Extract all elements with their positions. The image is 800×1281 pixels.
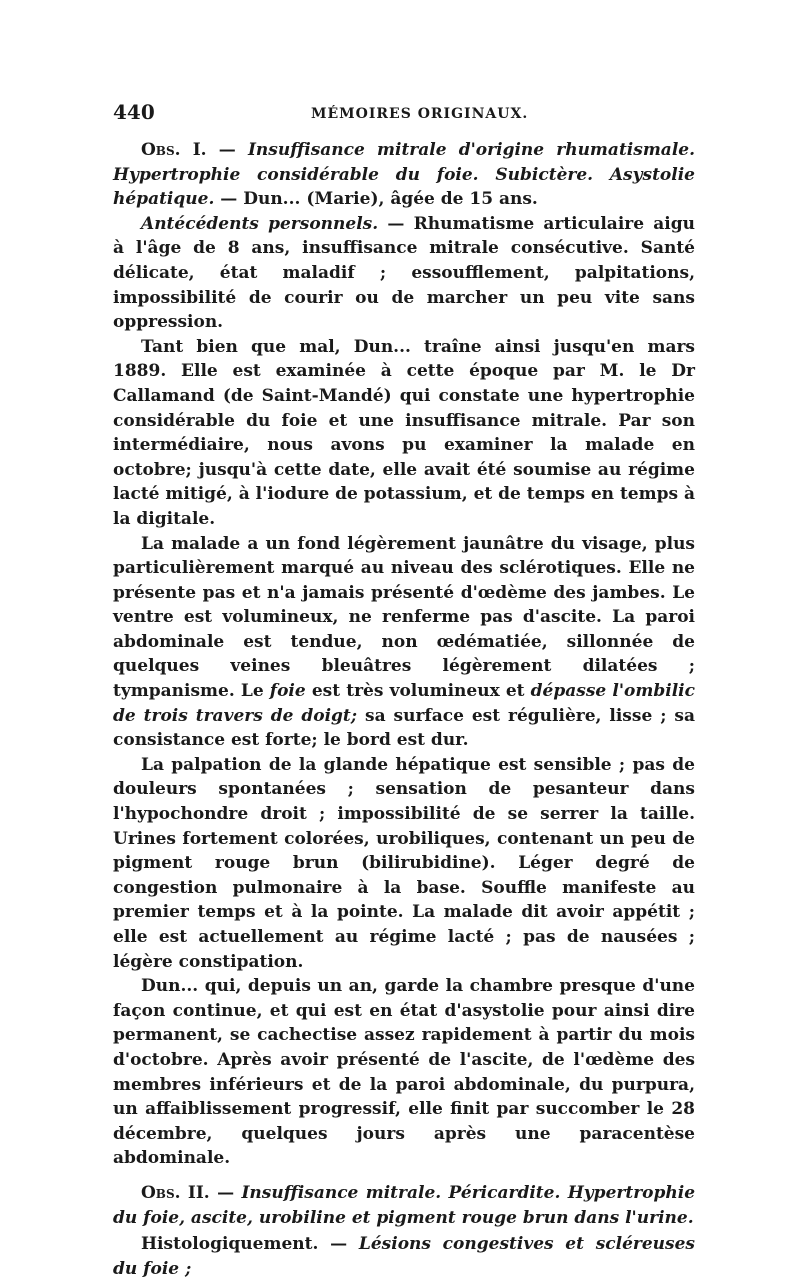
- obs1-subject: — Dun... (Marie), âgée de 15 ans.: [214, 189, 538, 210]
- para3-depasse: dépasse l'ombilic de trois travers de doigt;: [113, 681, 695, 726]
- obs1-paragraph-4: La palpation de la glande hépatique est sensible ; pas de douleurs spontanées ; sensation de pesanteur dans l'hypochondre droit ; impossibilité de se serrer la taille. Urines fortement colorées, urobiliques, contenant un peu de pigment rouge brun (bilirubidine). Léger degré de congestion pulmonaire à la base. Souffle manifeste au premier temps et à la pointe. La malade dit avoir appétit ; elle est actuellement au régime lacté ; pas de nausées ; légère constipation.: [113, 754, 695, 972]
- para3-part-c: sa surface est régulière, lisse ; sa consistance est forte; le bord est dur.: [113, 705, 695, 751]
- obs1-label: Obs. I.: [141, 140, 207, 160]
- article-body: [113, 138, 695, 1281]
- obs2-dash: —: [209, 1182, 242, 1203]
- running-head: [113, 100, 693, 130]
- obs2-label: Obs. II.: [141, 1182, 210, 1203]
- obs1-paragraph-3: [113, 532, 695, 753]
- obs1-paragraph-5: Dun... qui, depuis un an, garde la chambre presque d'une façon continue, et qui est en état d'asystolie pour ainsi dire permanent, se cachectise assez rapidement à partir du mois d'octobre. Après avoir présenté de l'ascite, de l'œdème des membres inférieurs et de la paroi abdominale, du purpura, un affaiblissement progressif, elle finit par succomber le 28 décembre, quelques jours après une paracentèse abdominale.: [113, 976, 695, 1169]
- obs1-heading-paragraph: [113, 138, 695, 212]
- obs2-heading-paragraph: [113, 1181, 695, 1230]
- obs2-histology-paragraph: [113, 1232, 695, 1281]
- obs1-paragraph-2: Tant bien que mal, Dun... traîne ainsi jusqu'en mars 1889. Elle est examinée à cette époque par M. le Dr Callamand (de Saint-Mandé) qui constate une hypertrophie considérable du foie et une insuffisance mitrale. Par son intermédiaire, nous avons pu examiner la malade en octobre; jusqu'à cette date, elle avait été soumise au régime lacté mitigé, à l'iodure de potassium, et de temps en temps à la digitale.: [113, 336, 695, 529]
- obs1-title: Insuffisance mitrale d'origine rhumatismale. Hypertrophie considérable du foie. Subictère. Asystolie hépatique.: [113, 140, 696, 210]
- obs2-title: Insuffisance mitrale. Péricardite. Hypertrophie du foie, ascite, urobiline et pigment rouge brun dans l'urine.: [113, 1182, 696, 1228]
- para3-part-b: est très volumineux et: [305, 681, 531, 702]
- para3-foie: foie: [269, 681, 306, 702]
- obs1-antecedents-paragraph: [113, 212, 695, 335]
- histology-text: Lésions congestives et scléreuses du foie ;: [113, 1234, 695, 1279]
- antecedents-text: — Rhumatisme articulaire aigu à l'âge de 8 ans, insuffisance mitrale consécutive. Santé délicate, état maladif ; essoufflement, palpitations, impossibilité de courir ou de marcher un peu vite sans oppression.: [113, 213, 695, 333]
- journal-title: MÉMOIRES ORIGINAUX.: [311, 106, 529, 122]
- obs1-dash: —: [206, 140, 248, 160]
- antecedents-label: Antécédents personnels.: [141, 213, 379, 234]
- para3-part-a: La malade a un fond légèrement jaunâtre du visage, plus particulièrement marqué au niveau des sclérotiques. Elle ne présente pas et n'a jamais présenté d'œdème des jambes. Le ventre est volumineux, ne renferme pas d'ascite. La paroi abdominale est tendue, non œdématiée, sillonnée de quelques veines bleuâtres légèrement dilatées ; tympanisme. Le: [113, 533, 695, 702]
- histology-label: Histologiquement.: [141, 1234, 319, 1255]
- page-number: 440: [113, 100, 155, 124]
- histology-dash: —: [318, 1234, 359, 1255]
